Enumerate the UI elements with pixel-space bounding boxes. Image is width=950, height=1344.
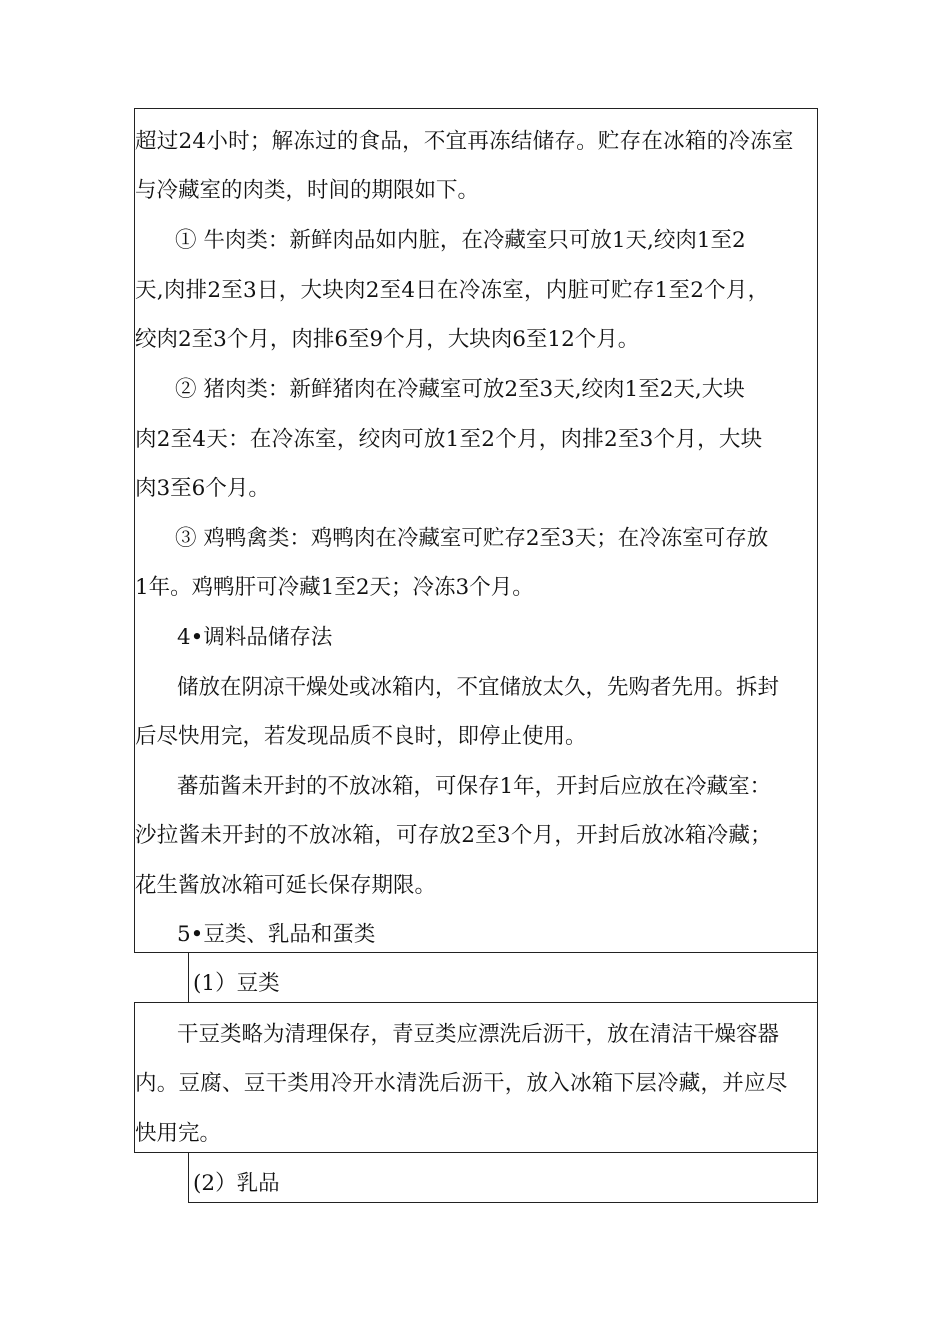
text-line: 快用完。 <box>135 1121 222 1146</box>
text-line: 肉2至4天：在冷冻室，绞肉可放1至2个月，肉排2至3个月，大块 <box>135 427 763 452</box>
text-line: 后尽快用完，若发现品质不良时，即停止使用。 <box>135 724 587 749</box>
subsection-body-beans <box>134 1002 818 1153</box>
text-line: ② 猪肉类：新鲜猪肉在冷藏室可放2至3天,绞肉1至2天,大块 <box>175 377 745 402</box>
text-line: 1年。鸡鸭肝可冷藏1至2天；冷冻3个月。 <box>135 575 534 600</box>
subsection-title: (1）豆类 <box>193 971 280 996</box>
text-line: 肉3至6个月。 <box>135 476 270 501</box>
text-line: 蕃茄酱未开封的不放冰箱，可保存1年，开封后应放在冷藏室： <box>177 774 772 799</box>
text-line: 天,肉排2至3日，大块肉2至4日在冷冻室，内脏可贮存1至2个月， <box>135 278 770 303</box>
main-text-block <box>134 108 818 953</box>
text-line: ① 牛肉类：新鲜肉品如内脏，在冷藏室只可放1天,绞肉1至2 <box>175 228 746 253</box>
section-heading-beans-dairy-eggs: 5•豆类、乳品和蛋类 <box>177 922 376 947</box>
text-line: 干豆类略为清理保存，青豆类应漂洗后沥干，放在清洁干燥容器 <box>177 1022 780 1047</box>
text-line: 与冷藏室的肉类，时间的期限如下。 <box>135 178 480 203</box>
text-line: 储放在阴凉干燥处或冰箱内，不宜储放太久，先购者先用。拆封 <box>177 675 780 700</box>
section-heading-seasoning: 4•调料品储存法 <box>177 625 333 650</box>
subsection-title: (2）乳品 <box>193 1171 280 1196</box>
text-line: 花生酱放冰箱可延长保存期限。 <box>135 873 437 898</box>
text-line: 内。豆腐、豆干类用冷开水清洗后沥干，放入冰箱下层冷藏，并应尽 <box>135 1071 788 1096</box>
subsection-heading-beans <box>188 952 818 1003</box>
text-line: 超过24小时；解冻过的食品，不宜再冻结储存。贮存在冰箱的冷冻室 <box>135 129 794 154</box>
text-line: 绞肉2至3个月，肉排6至9个月，大块肉6至12个月。 <box>135 327 640 352</box>
subsection-heading-dairy <box>188 1152 818 1203</box>
text-line: ③ 鸡鸭禽类：鸡鸭肉在冷藏室可贮存2至3天；在冷冻室可存放 <box>175 526 769 551</box>
text-line: 沙拉酱未开封的不放冰箱，可存放2至3个月，开封后放冰箱冷藏； <box>135 823 772 848</box>
